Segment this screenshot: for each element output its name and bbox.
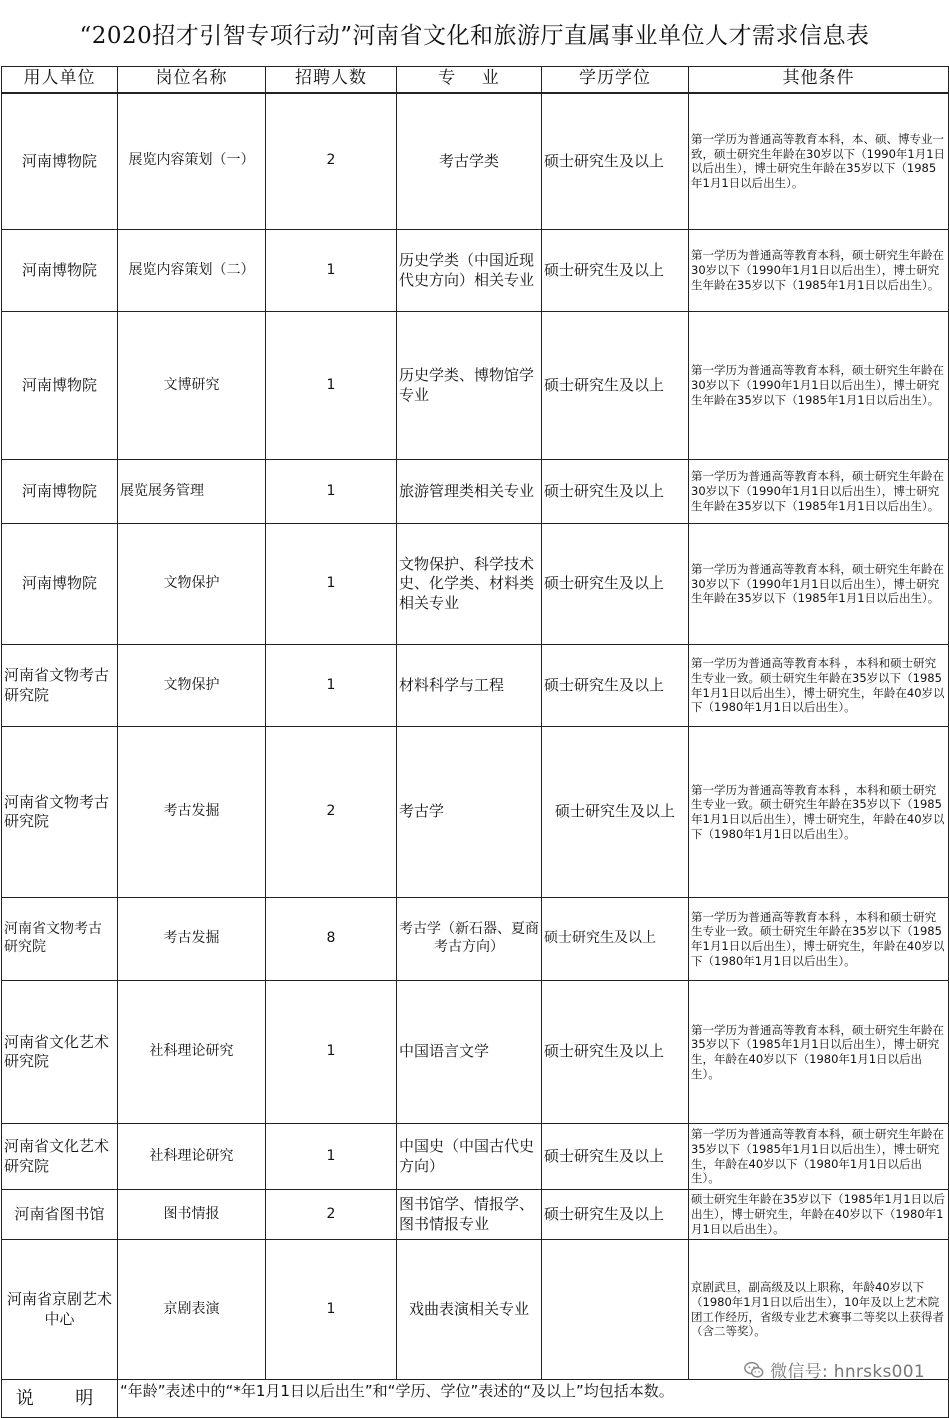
cell-count: 2: [266, 1190, 397, 1240]
cell-count: 1: [266, 645, 397, 727]
cell-major: 历史学类、博物馆学专业: [397, 312, 542, 460]
table-row: [2, 898, 949, 981]
cell-major: 考古学类: [397, 93, 542, 230]
cell-degree: 硕士研究生及以上: [542, 1124, 689, 1190]
header-major: 专 业: [397, 67, 542, 93]
cell-other: 硕士研究生年龄在35岁以下（1985年1月1日以后出生），博士研究生，年龄在40岁以下（1980年1月1日以后出生）。: [689, 1190, 949, 1240]
cell-major: 中国史（中国古代史方向）: [397, 1124, 542, 1190]
watermark-text: 微信号: hnrsks001: [770, 1362, 925, 1382]
cell-post: 文物保护: [118, 524, 266, 645]
cell-post: 社科理论研究: [118, 1124, 266, 1190]
cell-other: 第一学历为普通高等教育本科，硕士研究生年龄在35岁以下（1985年1月1日以后出生），博士研究生，年龄在40岁以下（1980年1月1日以后出生）。: [689, 981, 949, 1124]
note-text: “年龄”表述中的“*年1月1日以后出生”和“学历、学位”表述的“及以上”均包括本数。: [118, 1380, 949, 1418]
cell-other: 第一学历为普通高等教育本科，硕士研究生年龄在35岁以下（1985年1月1日以后出生），博士研究生，年龄在40岁以下（1980年1月1日以后出生）。: [689, 1124, 949, 1190]
cell-major: 考古学（新石器、夏商考古方向）: [397, 898, 542, 981]
cell-degree: 硕士研究生及以上: [542, 312, 689, 460]
cell-count: 1: [266, 230, 397, 312]
page-title: “2020招才引智专项行动”河南省文化和旅游厅直属事业单位人才需求信息表: [79, 22, 870, 49]
cell-unit: 河南省图书馆: [2, 1190, 118, 1240]
note-row: [2, 1380, 949, 1418]
cell-unit: 河南博物院: [2, 230, 118, 312]
table-row: [2, 230, 949, 312]
cell-major: 图书馆学、情报学、图书情报专业: [397, 1190, 542, 1240]
cell-other: 第一学历为普通高等教育本科 ，本科和硕士研究生专业一致。硕士研究生年龄在35岁以下（1985年1月1日以后出生），博士研究生，年龄在40岁以下（1980年1月1日以后出生）。: [689, 898, 949, 981]
cell-degree: 硕士研究生及以上: [542, 645, 689, 727]
cell-count: 1: [266, 1240, 397, 1380]
table-row: [2, 727, 949, 898]
table-row: [2, 93, 949, 230]
cell-count: 2: [266, 727, 397, 898]
table-row: [2, 1124, 949, 1190]
wechat-icon: [743, 1359, 765, 1381]
cell-post: 文物保护: [118, 645, 266, 727]
cell-count: 1: [266, 312, 397, 460]
cell-unit: 河南博物院: [2, 460, 118, 524]
cell-degree: [542, 1240, 689, 1380]
header-other: 其他条件: [689, 67, 949, 93]
cell-degree: 硕士研究生及以上: [542, 1190, 689, 1240]
table-row: [2, 460, 949, 524]
cell-degree: 硕士研究生及以上: [542, 727, 689, 898]
cell-count: 1: [266, 981, 397, 1124]
cell-count: 1: [266, 1124, 397, 1190]
cell-post: 京剧表演: [118, 1240, 266, 1380]
cell-unit: 河南省文物考古研究院: [2, 727, 118, 898]
cell-major: 戏曲表演相关专业: [397, 1240, 542, 1380]
cell-major: 考古学: [397, 727, 542, 898]
cell-post: 展览内容策划（一）: [118, 93, 266, 230]
cell-major: 历史学类（中国近现代史方向）相关专业: [397, 230, 542, 312]
cell-count: 1: [266, 524, 397, 645]
table-row: [2, 981, 949, 1124]
cell-other: 京剧武旦，副高级及以上职称，年龄40岁以下（1980年1月1日以后出生），10年及以上艺术院团工作经历，省级专业艺术赛事二等奖以上获得者（含二等奖）。: [689, 1240, 949, 1380]
cell-major: 文物保护、科学技术史、化学类、材料类相关专业: [397, 524, 542, 645]
cell-major: 旅游管理类相关专业: [397, 460, 542, 524]
cell-other: 第一学历为普通高等教育本科，硕士研究生年龄在30岁以下（1990年1月1日以后出生），博士研究生年龄在35岁以下（1985年1月1日以后出生）。: [689, 312, 949, 460]
cell-other: 第一学历为普通高等教育本科，本、硕、博专业一致，硕士研究生年龄在30岁以下（1990年1月1日以后出生），博士研究生年龄在35岁以下（1985年1月1日以后出生）。: [689, 93, 949, 230]
cell-other: 第一学历为普通高等教育本科 ，本科和硕士研究生专业一致。硕士研究生年龄在35岁以下（1985年1月1日以后出生），博士研究生，年龄在40岁以下（1980年1月1日以后出生）。: [689, 645, 949, 727]
cell-count: 2: [266, 93, 397, 230]
cell-other: 第一学历为普通高等教育本科，硕士研究生年龄在30岁以下（1990年1月1日以后出生），博士研究生年龄在35岁以下（1985年1月1日以后出生）。: [689, 460, 949, 524]
cell-unit: 河南省京剧艺术中心: [2, 1240, 118, 1380]
table-row: [2, 645, 949, 727]
table-row: [2, 1190, 949, 1240]
cell-post: 考古发掘: [118, 898, 266, 981]
cell-other: 第一学历为普通高等教育本科 ，本科和硕士研究生专业一致。硕士研究生年龄在35岁以下（1985年1月1日以后出生），博士研究生，年龄在40岁以下（1980年1月1日以后出生）。: [689, 727, 949, 898]
cell-post: 考古发掘: [118, 727, 266, 898]
cell-other: 第一学历为普通高等教育本科，硕士研究生年龄在30岁以下（1990年1月1日以后出生），博士研究生年龄在35岁以下（1985年1月1日以后出生）。: [689, 524, 949, 645]
cell-post: 社科理论研究: [118, 981, 266, 1124]
cell-unit: 河南省文化艺术研究院: [2, 981, 118, 1124]
cell-unit: 河南省文物考古研究院: [2, 898, 118, 981]
cell-degree: 硕士研究生及以上: [542, 898, 689, 981]
table-row: [2, 312, 949, 460]
cell-unit: 河南省文化艺术研究院: [2, 1124, 118, 1190]
cell-unit: 河南博物院: [2, 312, 118, 460]
cell-unit: 河南博物院: [2, 93, 118, 230]
cell-degree: 硕士研究生及以上: [542, 93, 689, 230]
watermark: [743, 1357, 925, 1382]
table-row: [2, 524, 949, 645]
cell-post: 文博研究: [118, 312, 266, 460]
recruitment-table: [1, 66, 949, 1418]
cell-post: 展览内容策划（二）: [118, 230, 266, 312]
cell-post: 图书情报: [118, 1190, 266, 1240]
cell-count: 1: [266, 460, 397, 524]
header-unit: 用人单位: [2, 67, 118, 93]
header-row: [2, 67, 949, 93]
cell-major: 中国语言文学: [397, 981, 542, 1124]
cell-degree: 硕士研究生及以上: [542, 524, 689, 645]
cell-count: 8: [266, 898, 397, 981]
cell-post: 展览展务管理: [118, 460, 266, 524]
cell-degree: 硕士研究生及以上: [542, 981, 689, 1124]
cell-unit: 河南省文物考古研究院: [2, 645, 118, 727]
cell-major: 材料科学与工程: [397, 645, 542, 727]
cell-unit: 河南博物院: [2, 524, 118, 645]
note-label: 说 明: [2, 1380, 118, 1418]
cell-other: 第一学历为普通高等教育本科，硕士研究生年龄在30岁以下（1990年1月1日以后出生），博士研究生年龄在35岁以下（1985年1月1日以后出生）。: [689, 230, 949, 312]
header-count: 招聘人数: [266, 67, 397, 93]
cell-degree: 硕士研究生及以上: [542, 230, 689, 312]
cell-degree: 硕士研究生及以上: [542, 460, 689, 524]
header-post: 岗位名称: [118, 67, 266, 93]
header-degree: 学历学位: [542, 67, 689, 93]
